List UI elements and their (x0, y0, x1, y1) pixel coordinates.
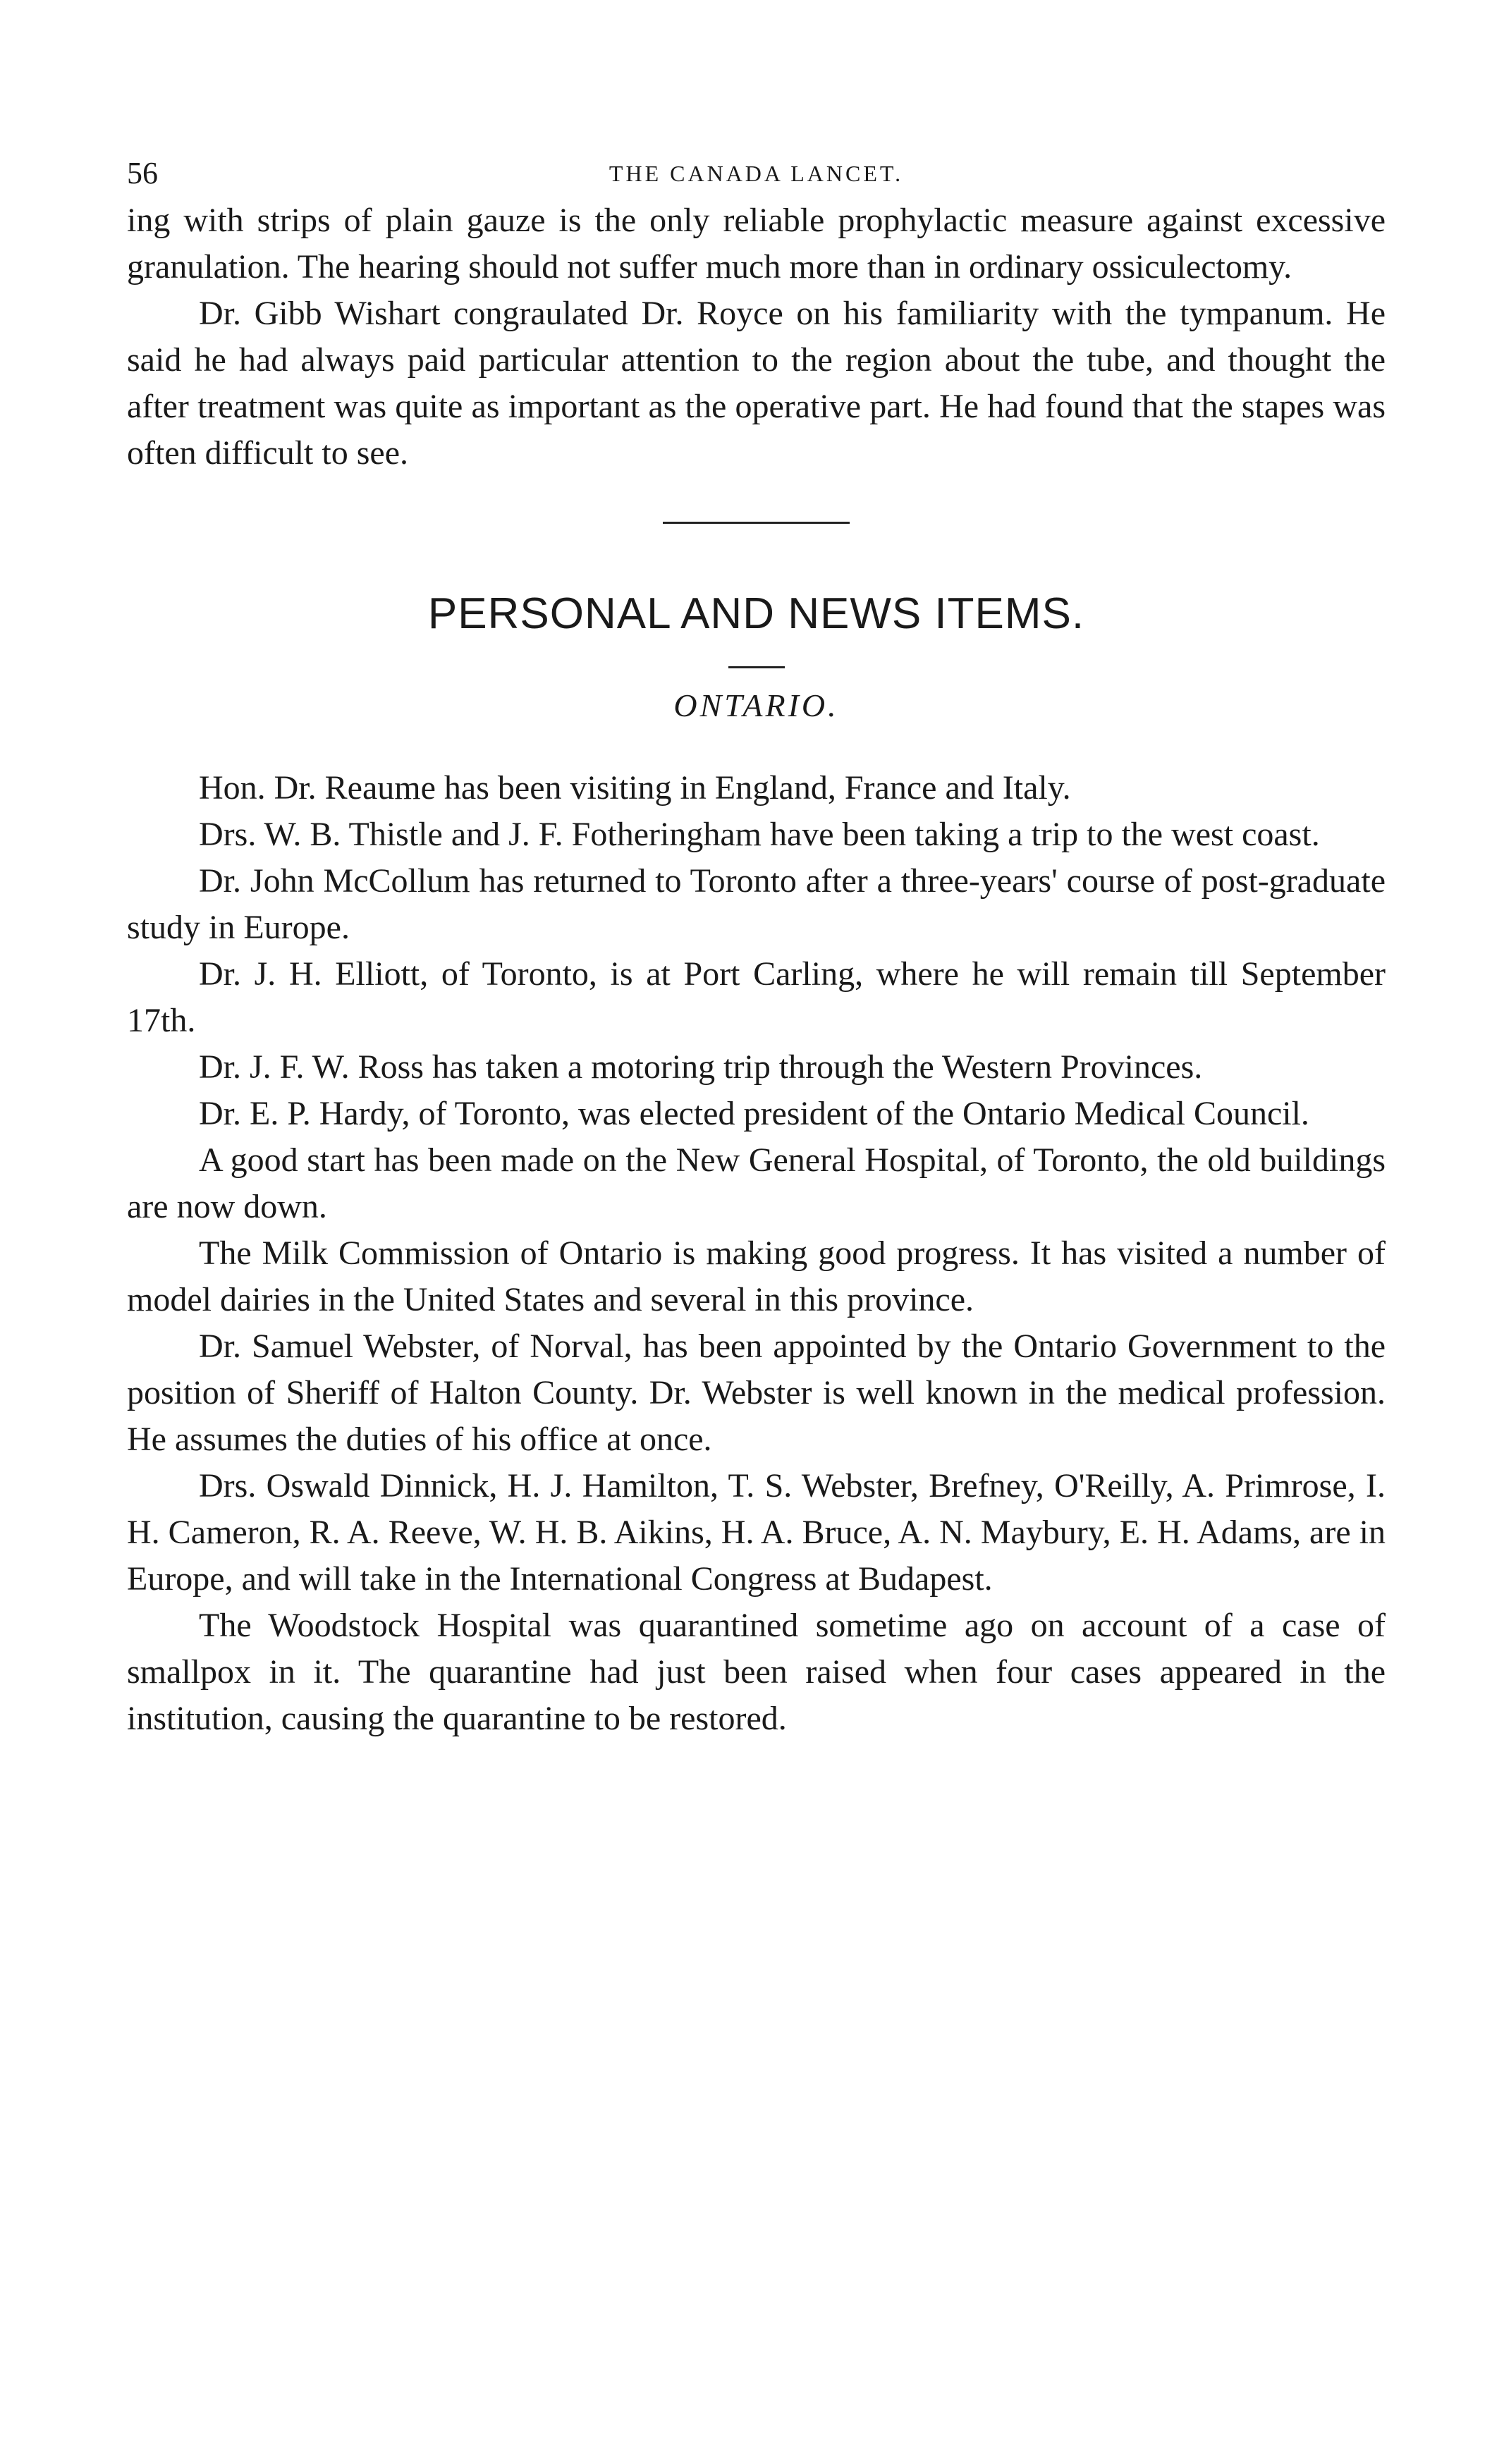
news-item: Hon. Dr. Reaume has been visiting in England, France and Italy. (199, 769, 1071, 807)
news-item: Dr. J. F. W. Ross has taken a motoring trip through the Western Provinces. (199, 1048, 1203, 1086)
paragraph: ing with strips of plain gauze is the only reliable prophylactic measure against excessive granulation. The hearing should not suffer much more than in ordinary ossiculectomy. (127, 202, 1386, 286)
news-item: Dr. John McCollum has returned to Toronto after a three-years' course of post-graduate study in Europe. (127, 862, 1386, 946)
news-item: The Woodstock Hospital was quarantined sometime ago on account of a case of smallpox in it. The quarantine had just been raised when four cases appeared in the institution, causing the quarantine to be restored. (127, 1607, 1386, 1737)
news-item: Drs. W. B. Thistle and J. F. Fotheringham have been taking a trip to the west coast. (199, 816, 1320, 853)
news-items (127, 765, 1386, 1742)
news-item: Drs. Oswald Dinnick, H. J. Hamilton, T. S. Webster, Brefney, O'Reilly, A. Primrose, I. H. Cameron, R. A. Reeve, W. H. B. Aikins, H. A. Bruce, A. N. Maybury, E. H. Adams, are in Europe, and will take in the International Congress at Budapest. (127, 1467, 1386, 1598)
page (127, 155, 1386, 1742)
section-title: PERSONAL AND NEWS ITEMS. (427, 589, 1085, 638)
page-number: 56 (127, 156, 158, 190)
news-item: The Milk Commission of Ontario is making good progress. It has visited a number of model dairies in the United States and several in this province. (127, 1234, 1386, 1318)
opening-text (127, 197, 1386, 477)
title-rule (728, 666, 785, 668)
news-item: Dr. Samuel Webster, of Norval, has been appointed by the Ontario Government to the position of Sheriff of Halton County. Dr. Webster is well known in the medical profession. He assumes the duties of his office at once. (127, 1328, 1386, 1458)
news-item: Dr. J. H. Elliott, of Toronto, is at Port Carling, where he will remain till September 17th. (127, 955, 1386, 1039)
journal-title: THE CANADA LANCET. (609, 161, 904, 186)
subsection-title: ONTARIO. (673, 687, 839, 723)
news-item: Dr. E. P. Hardy, of Toronto, was elected president of the Ontario Medical Council. (199, 1095, 1309, 1132)
section-divider (663, 522, 850, 524)
paragraph: Dr. Gibb Wishart congraulated Dr. Royce on his familiarity with the tympanum. He said he had always paid particular attention to the region about the tube, and thought the after treatment was quite as important as the operative part. He had found that the stapes was often difficult to see. (127, 295, 1386, 472)
news-item: A good start has been made on the New General Hospital, of Toronto, the old buildings are now down. (127, 1141, 1386, 1225)
running-head (127, 155, 1386, 197)
